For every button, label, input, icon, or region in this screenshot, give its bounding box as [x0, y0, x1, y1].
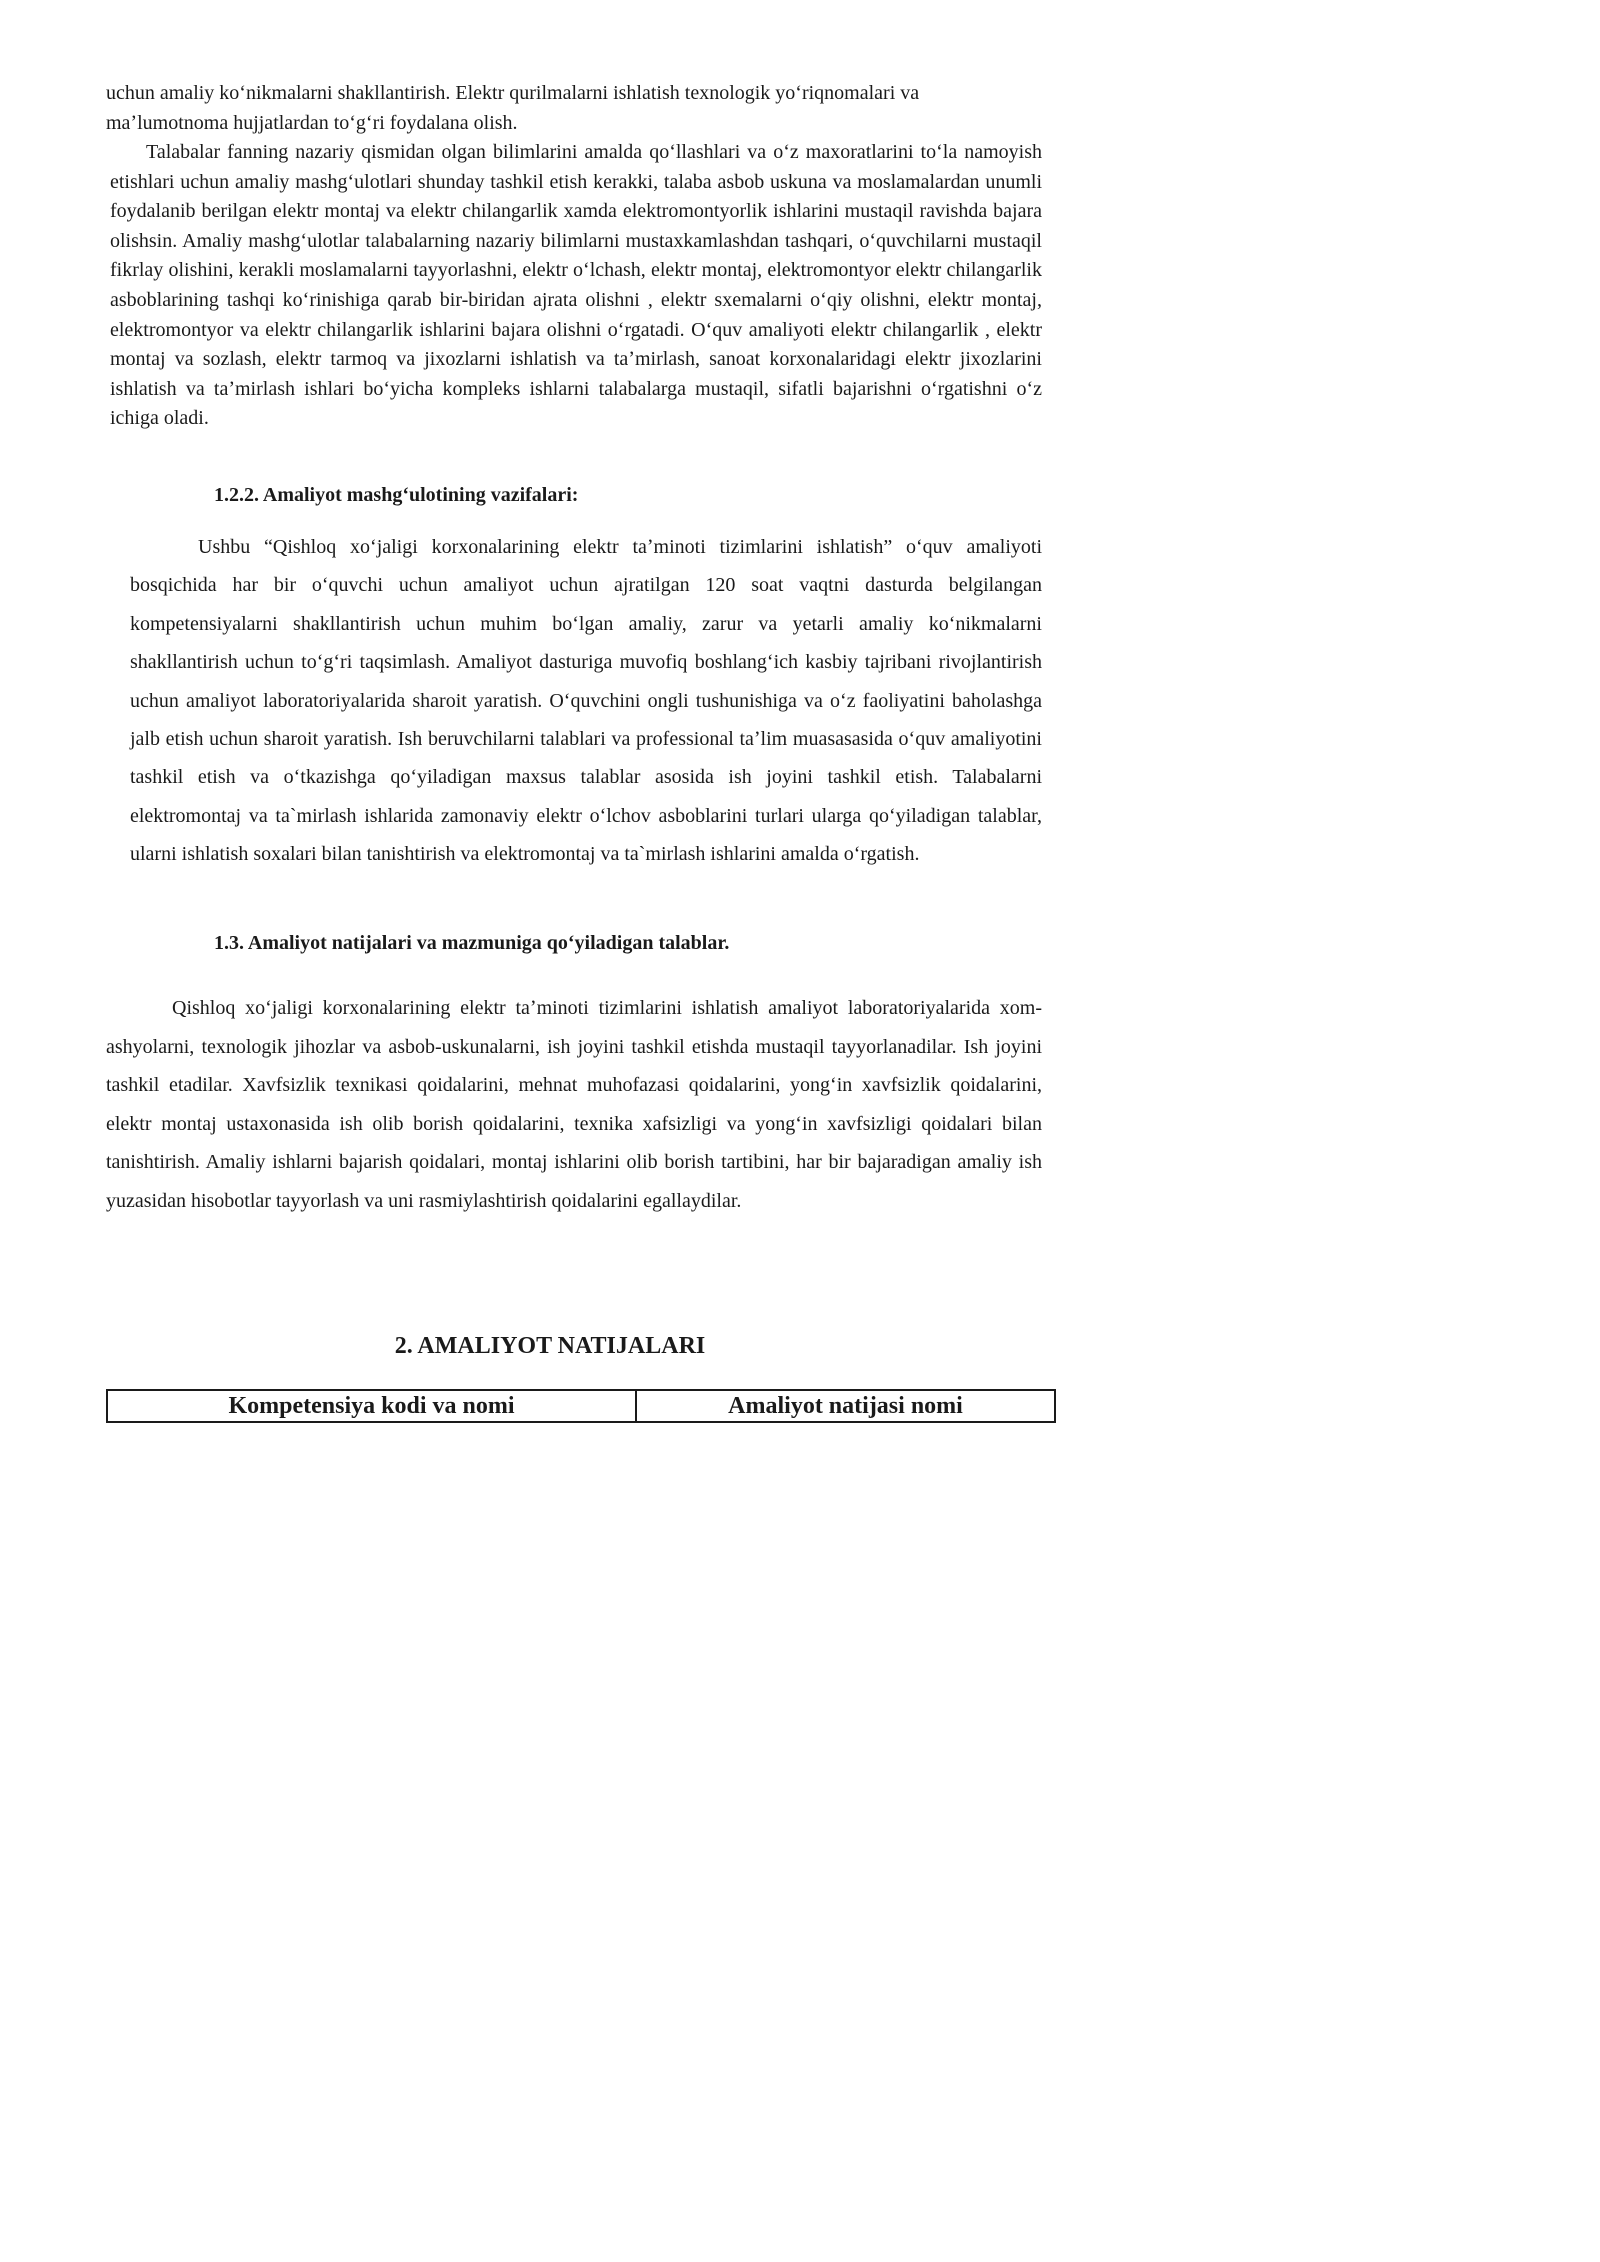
subsection-heading-1-2-2: 1.2.2. Amaliyot mashgʻulotining vazifalari: — [214, 484, 579, 506]
document-page — [0, 0, 1100, 1555]
table-header-row — [107, 1390, 1055, 1422]
subsection-heading-1-3: 1.3. Amaliyot natijalari va mazmuniga qoʻyiladigan talablar. — [214, 932, 730, 954]
section-title: 2. AMALIYOT NATIJALARI — [394, 1333, 706, 1359]
paragraph-ushbu: Ushbu “Qishloq xoʻjaligi korxonalarining elektr taʼminoti tizimlarini ishlatish” oʻquv amaliyoti bosqichida har bir oʻquvchi uchun amaliyot uchun ajratilgan 120 soat vaqtni dasturda belgilangan kompetensiyalarni shakllantirish uchun muhim boʻlgan amaliy, zarur va yetarli amaliy koʻnikmalarni shakllantirish uchun toʻgʻri taqsimlash. Amaliyot dasturiga muvofiq boshlangʻich kasbiy tajribani rivojlantirish uchun amaliyot laboratoriyalarida sharoit yaratish. Oʻquvchini ongli tushunishiga va oʻz faoliyatini baholashga jalb etish uchun sharoit yaratish. Ish beruvchilarni talablari va professional taʼlim muasasasida oʻquv amaliyotini tashkil etish va oʻtkazishga qoʻyiladigan maxsus talablar asosida ish joyini tashkil etish. Talabalarni elektromontaj va ta`mirlash ishlarida zamonaviy elektr oʻlchov asboblarini turlari ularga qoʻyiladigan talablar, ularni ishlatish soxalari bilan tanishtirish va elektromontaj va ta`mirlash ishlarini amalda oʻrgatish. — [130, 536, 1042, 866]
paragraph-talabalar: Talabalar fanning nazariy qismidan olgan bilimlarini amalda qoʻllashlari va oʻz maxoratlarini toʻla namoyish etishlari uchun amaliy mashgʻulotlari shunday tashkil etish kerakki, talaba asbob uskuna va moslamalardan unumli foydalanib berilgan elektr montaj va elektr chilangarlik xamda elektromontyorlik ishlarini mustaqil ravishda bajara olishsin. Amaliy mashgʻulotlar talabalarning nazariy bilimlarni mustaxkamlashdan tashqari, oʻquvchilarni mustaqil fikrlay olishini, kerakli moslamalarni tayyorlashni, elektr oʻlchash, elektr montaj, elektromontyor elektr chilangarlik asboblarining tashqi koʻrinishiga qarab bir-biridan ajrata olishni , elektr sxemalarni oʻqiy olishni, elektr montaj, elektromontyor va elektr chilangarlik ishlarini bajara olishni oʻrgatadi. Oʻquv amaliyoti elektr chilangarlik , elektr montaj va sozlash, elektr tarmoq va jixozlarni ishlatish va taʼmirlash, sanoat korxonalaridagi elektr jixozlarini ishlatish va taʼmirlash ishlari boʻyicha kompleks ishlarni talabalarga mustaqil, sifatli bajarishni oʻrgatishni oʻz ichiga oladi. — [110, 141, 1042, 430]
column-header-result: Amaliyot natijasi nomi — [636, 1390, 1055, 1422]
results-table — [106, 1389, 1056, 1423]
paragraph-intro: uchun amaliy koʻnikmalarni shakllantirish. Elektr qurilmalarni ishlatish texnologik yoʻriqnomalari va maʼlumotnoma hujjatlardan toʻgʻri foydalana olish. — [106, 82, 920, 134]
column-header-competency: Kompetensiya kodi va nomi — [107, 1390, 636, 1422]
paragraph-qishloq: Qishloq xoʻjaligi korxonalarining elektr taʼminoti tizimlarini ishlatish amaliyot laboratoriyalarida xom-ashyolarni, texnologik jihozlar va asbob-uskunalarni, ish joyini tashkil etishda mustaqil tayyorlanadilar. Ish joyini tashkil etadilar. Xavfsizlik texnikasi qoidalarini, mehnat muhofazasi qoidalarini, yongʻin xavfsizlik qoidalarini, elektr montaj ustaxonasida ish olib borish qoidalarini, texnika xafsizligi va yongʻin xavfsizligi qoidalari bilan tanishtirish. Amaliy ishlarni bajarish qoidalari, montaj ishlarini olib borish tartibini, har bir bajaradigan amaliy ish yuzasidan hisobotlar tayyorlash va uni rasmiylashtirish qoidalarini egallaydilar. — [106, 997, 1042, 1212]
